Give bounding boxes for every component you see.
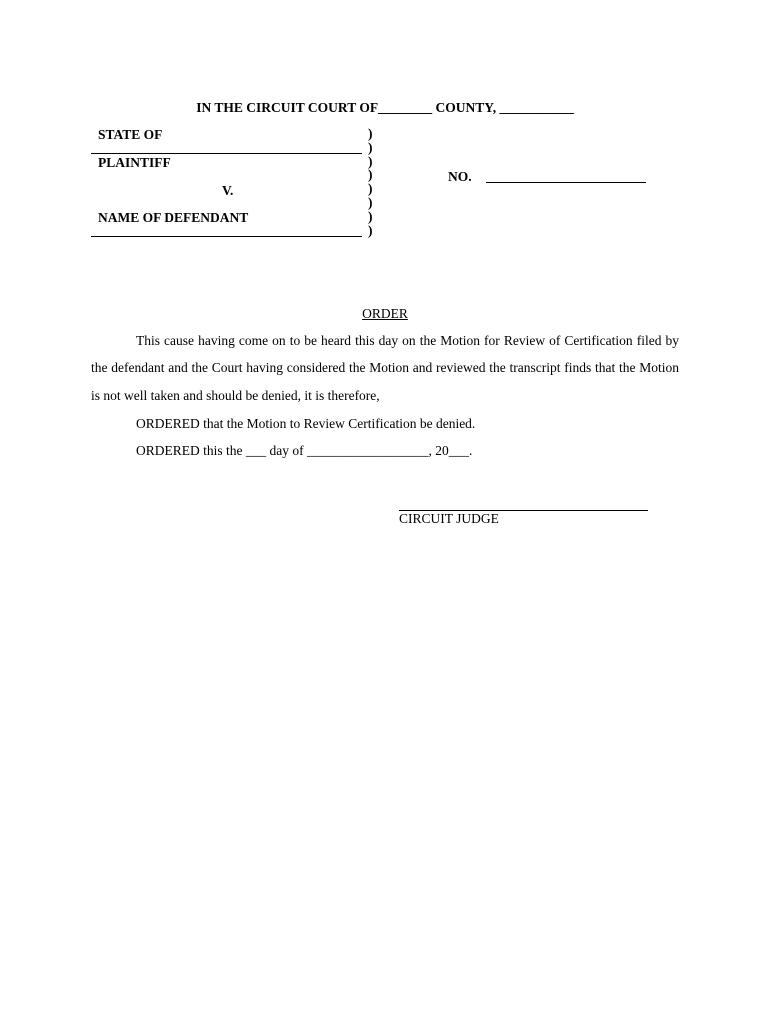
versus-label: V.: [222, 183, 234, 198]
defendant-line: [91, 236, 362, 237]
paren-5: ): [368, 181, 373, 197]
state-of-line: [91, 153, 362, 154]
order-title: ORDER: [362, 306, 408, 321]
court-heading: IN THE CIRCUIT COURT OF________ COUNTY, ___________: [196, 100, 574, 115]
paren-3: ): [368, 153, 373, 169]
state-of-label: STATE OF: [98, 127, 163, 142]
ordered-date-paragraph: ORDERED this the ___ day of __________________, 20___.: [136, 443, 473, 458]
ordered-denied-paragraph: ORDERED that the Motion to Review Certification be denied.: [136, 416, 476, 431]
order-body: This cause having come on to be heard this day on the Motion for Review of Certification filed by the defendant and the Court having considered the Motion and reviewed the transcript finds that the Motion is not well taken and should be denied, it is therefore,: [91, 333, 679, 403]
case-number-label: NO.: [448, 169, 472, 184]
paren-4: ): [368, 167, 373, 183]
paren-8: ): [368, 222, 373, 238]
paren-6: ): [368, 194, 373, 210]
caption-parentheses: [368, 127, 373, 237]
signature-label: CIRCUIT JUDGE: [399, 511, 499, 526]
plaintiff-label: PLAINTIFF: [98, 155, 171, 170]
paren-7: ): [368, 208, 373, 224]
defendant-label: NAME OF DEFENDANT: [98, 210, 249, 225]
case-number-line: [486, 182, 646, 183]
paren-1: ): [368, 126, 373, 141]
paren-2: ): [368, 139, 373, 155]
